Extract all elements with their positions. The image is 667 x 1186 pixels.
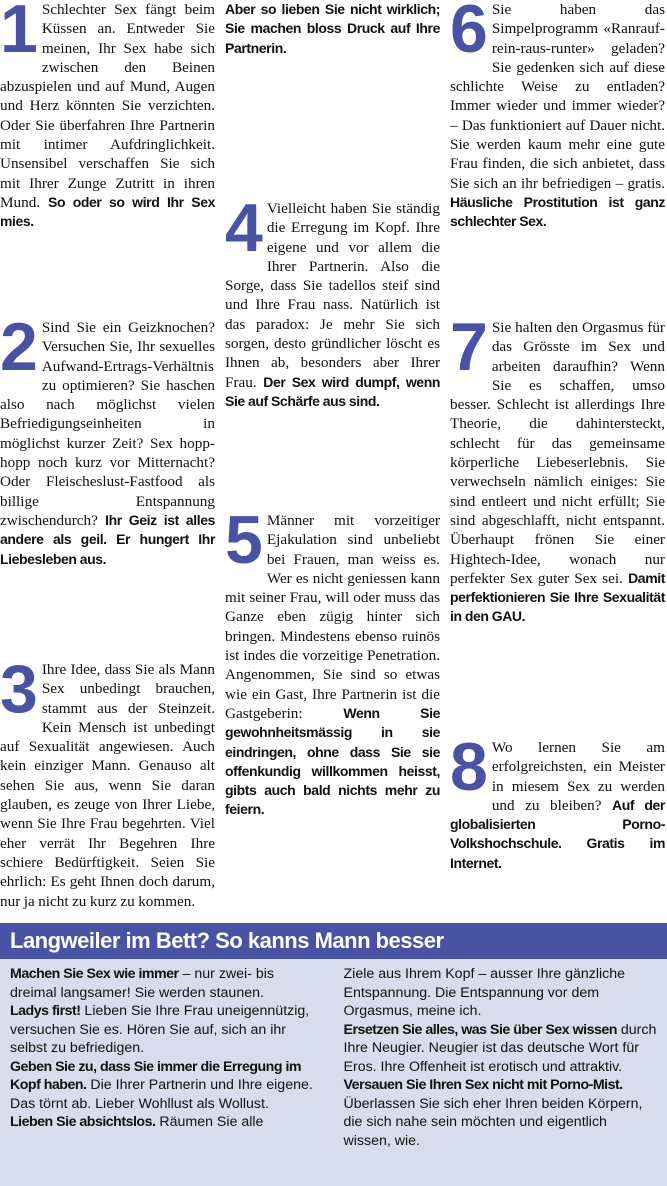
column-1: [0, 0, 215, 920]
item-2: [0, 309, 216, 636]
tip-item: [344, 965, 658, 1021]
tip-bold-text: Ladys first!: [10, 1003, 81, 1019]
item-bold-text: Damit perfektionieren Sie Ihre Sexualität in den GAU.: [450, 569, 665, 625]
tips-box: [0, 923, 667, 1186]
item-text: Wo lernen Sie am erfolgreichsten, ein Meister in miesem Sex zu werden und zu bleiben?: [491, 739, 665, 814]
tip-item: [344, 1021, 658, 1077]
tip-bold-text: Ersetzen Sie alles, was Sie über Sex wissen: [343, 1021, 617, 1038]
tip-item: [344, 1076, 658, 1150]
tip-bold-text: Versauen Sie Ihren Sex nicht mit Porno-Mist.: [343, 1077, 623, 1093]
item-bold-text: Der Sex wird dumpf, wenn Sie auf Schärfe aus sind.: [225, 373, 440, 409]
tips-box-title: Langweiler im Bett? So kanns Mann besser: [0, 923, 667, 959]
item-number: 3: [0, 651, 38, 727]
tip-item: [10, 1113, 324, 1132]
tip-text: – nur zwei- bis dreimal langsamer! Sie werden staunen.: [10, 966, 274, 1001]
item-number: 8: [450, 729, 488, 805]
column-3: [450, 0, 665, 920]
item-text: Männer mit vorzeitiger Ejakulation sind unbeliebt bei Frauen, man weiss es. Wer es nicht geniessen kann mit seiner Frau, will oder muss das Ganze eben zügig hinter sich bringen. Mindestens ebenso ruinös ist indes die vorzeitige Penetration. Angenommen, Sie sind so etwas wie ein Gast, Ihre Partnerin ist die Gastgeberin:: [225, 512, 440, 722]
item-bold-text: Aber so lieben Sie nicht wirklich; Sie machen bloss Druck auf Ihre Partnerin.: [225, 1, 440, 56]
item-number: 6: [450, 0, 488, 67]
column-2: [225, 0, 440, 920]
item-4: [225, 190, 440, 489]
tip-bold-text: Lieben Sie absichtslos.: [10, 1114, 156, 1130]
item-number: 7: [450, 309, 488, 385]
item-3-continued: [225, 0, 440, 175]
item-1: [0, 0, 215, 298]
item-bold-text: Ihr Geiz ist alles andere als geil. Er hungert Ihr Liebesleben aus.: [0, 511, 216, 567]
tip-text: Räumen Sie alle: [155, 1114, 264, 1130]
tip-text: Überlassen Sie sich eher Ihren beiden Körpern, die sich nahe sein möchten und eigentlich wissen, wie.: [343, 1095, 643, 1149]
item-text: Sie halten den Orgasmus für das Grösste im Sex und arbeiten daraufhin? Wenn Sie es schaffen, umso besser. Schlecht ist allerdings Ihre Theorie, die dahintersteckt, schlecht für das gemeinsame körperliche Liebeserlebnis. Sie verwechseln nämlich einiges: Sie sind entleert und nicht erfüllt; Sie sind abgeschlafft, nicht entspannt. Überhaupt frönen Sie einer Hightech-Idee, wonach nur perfekter Sex guter Sex sei.: [450, 319, 665, 587]
tips-column-right: [344, 965, 658, 1150]
tip-text: durch Ihre Neugier. Neugier ist das deutsche Wort für Eros. Ihre Offenheit ist erotisch und attraktiv.: [343, 1021, 657, 1075]
item-text: Sind Sie ein Geizknochen? Versuchen Sie, Ihr sexuelles Aufwand-Ertrags-Verhältnis zu optimieren? Sie haschen also nach möglichst vielen Befriedigungseinheiten in möglichst kurzer Zeit? Sex hopp-hopp noch kurz vor Mitternacht? Oder Fleischeslust-Fastfood als billige Entspannung zwischendurch?: [0, 319, 215, 529]
item-bold-text: Häusliche Prostitution ist ganz schlechter Sex.: [450, 193, 665, 230]
tip-item: [10, 965, 324, 1002]
item-number: 2: [0, 309, 38, 385]
item-number: 1: [0, 0, 38, 67]
tip-item: [10, 1058, 324, 1114]
tips-box-columns: [0, 959, 667, 1150]
item-5: [225, 502, 440, 820]
item-8: [450, 729, 665, 873]
item-text: Schlechter Sex fängt beim Küssen an. Entweder Sie meinen, Ihr Sex habe sich zwischen den Beinen abzuspielen und auf Mund, Augen und Herz könnten Sie verzichten. Oder Sie überfahren Ihre Partnerin mit intimer Aufdringlichkeit. Unsensibel verschaffen Sie sich mit Ihrer Zunge Zutritt in ihren Mund.: [0, 1, 215, 211]
item-3: [0, 651, 215, 911]
item-text: Ihre Idee, dass Sie als Mann Sex unbedingt brauchen, stammt aus der Steinzeit. Kein Mensch ist unbedingt auf Sexualität angewiesen. Auch kein einziger Mann. Genauso alt sehen Sie aus, wenn Sie daran glauben, es zeuge von Ihrer Liebe, wenn Sie Ihre Frau begehrten. Viel eher verrät Ihr Begehren Ihre schiere Bedürftigkeit. Seien Sie ehrlich: Es geht Ihnen doch darum, nur ja nicht zu kurz zu kommen.: [0, 661, 215, 910]
tips-column-left: [10, 965, 324, 1150]
item-text: Sie haben das Simpelprogramm «Ranrauf-rein-raus-runter» geladen? Sie gedenken sich auf diese schlichte Weise zu entladen? Immer wieder und immer wieder? – Das funktioniert auf Dauer nicht. Sie werden kaum mehr eine gute Frau finden, die sich anbietet, dass Sie sich an ihr befriedigen – gratis.: [450, 1, 665, 192]
tip-bold-text: Geben Sie zu, dass Sie immer die Erregung im Kopf haben.: [10, 1058, 302, 1093]
item-bold-text: Auf der globalisierten Porno-Volkshochschule. Gratis im Internet.: [450, 796, 665, 871]
tip-text: Lieben Sie Ihre Frau uneigennützig, versuchen Sie es. Hören Sie auf, sich an ihr selbst zu befriedigen.: [10, 1003, 310, 1056]
tip-bold-text: Machen Sie Sex wie immer: [10, 966, 179, 982]
item-number: 4: [225, 190, 263, 266]
item-6: [450, 0, 665, 290]
item-bold-text: Wenn Sie gewohnheitsmässig in sie eindringen, ohne dass Sie sie offenkundig willkommen heisst, gibts auch bald nichts mehr zu feiern.: [225, 704, 440, 818]
tip-item: [10, 1002, 324, 1058]
item-bold-text: So oder so wird Ihr Sex mies.: [0, 193, 215, 230]
tip-text: Ziele aus Ihrem Kopf – ausser Ihre gänzliche Entspannung. Die Entspannung vor dem Orgasmus, meine ich.: [343, 966, 626, 1019]
item-7: [450, 309, 665, 708]
item-number: 5: [225, 502, 263, 578]
item-text: Vielleicht haben Sie ständig die Erregung im Kopf. Ihre eigene und vor allem die Ihrer Partnerin. Also die Sorge, dass Sie tadellos steif sind und Ihre Frau nass. Natürlich ist das paradox: Je mehr Sie sich sorgen, desto gründlicher löscht es Ihnen ab, besonders aber Ihrer Frau.: [225, 200, 440, 391]
tip-text: Die Ihrer Partnerin und Ihre eigene. Das törnt ab. Lieber Wohllust als Wollust.: [10, 1077, 313, 1112]
